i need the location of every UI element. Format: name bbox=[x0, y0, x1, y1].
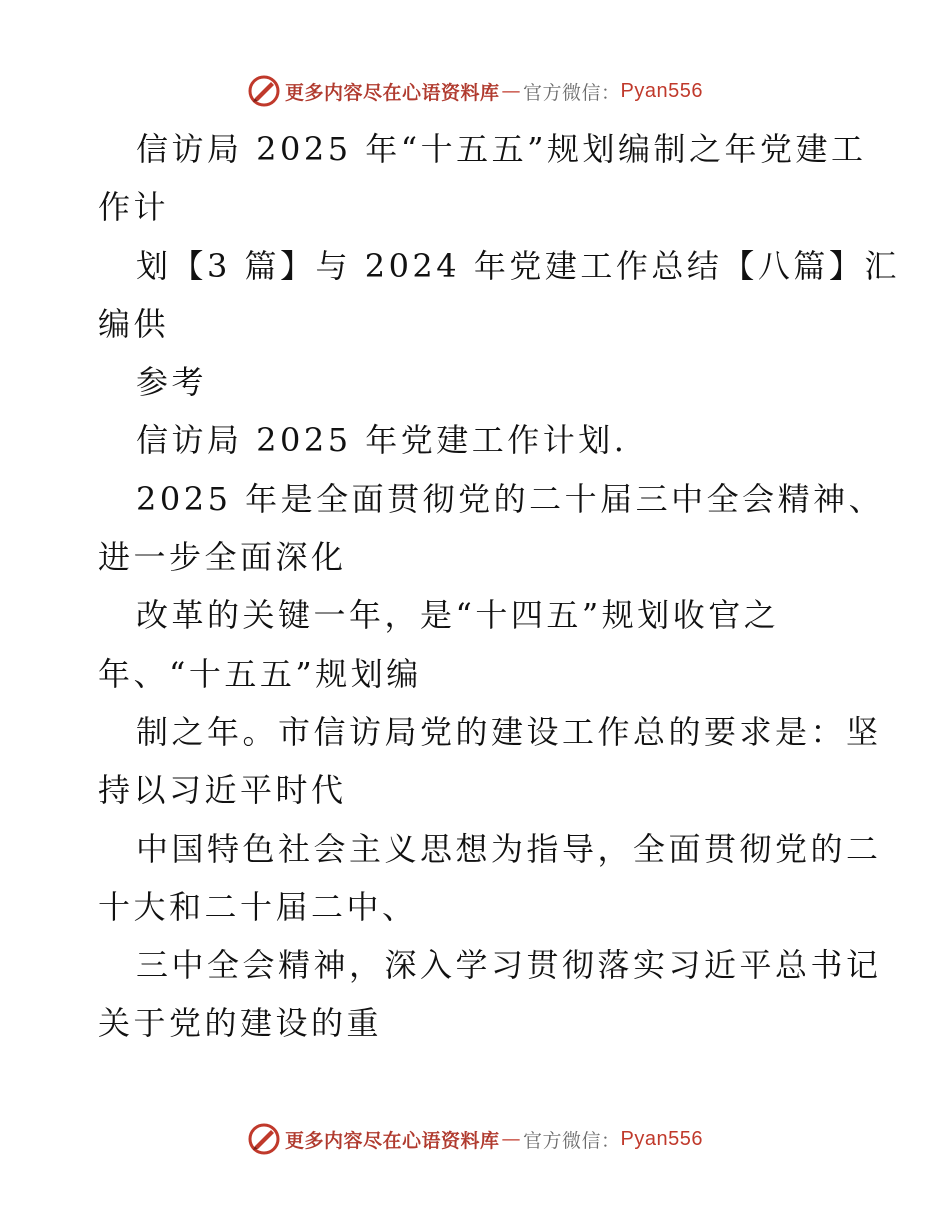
watermark-dash: — bbox=[501, 80, 522, 102]
document-body bbox=[98, 120, 900, 1053]
watermark-wechat-id: Pyan556 bbox=[620, 1127, 703, 1150]
text-line: 持以习近平时代 bbox=[98, 771, 347, 810]
text-line: 进一步全面深化 bbox=[98, 538, 347, 577]
watermark-wechat-label: 官方微信： bbox=[523, 81, 621, 104]
text-line: 信访局 2025 年党建工作计划. bbox=[136, 421, 628, 460]
pen-logo-icon bbox=[247, 1122, 281, 1156]
text-line: 作计 bbox=[98, 188, 170, 227]
watermark-brand: 更多内容尽在心语资料库 bbox=[285, 81, 500, 104]
text-line: 信访局 2025 年“十五五”规划编制之年党建工 bbox=[136, 130, 867, 168]
text-line: 编供 bbox=[98, 304, 170, 343]
text-line: 三中全会精神，深入学习贯彻落实习近平总书记 bbox=[136, 946, 882, 985]
watermark-dash: — bbox=[501, 1128, 522, 1150]
footer-watermark bbox=[0, 1122, 950, 1156]
text-line: 十大和二十届二中、 bbox=[98, 887, 418, 926]
text-line: 划【3 篇】与 2024 年党建工作总结【八篇】汇 bbox=[136, 246, 900, 285]
text-line: 制之年。市信访局党的建设工作总的要求是：坚 bbox=[136, 712, 882, 751]
header-watermark bbox=[0, 74, 950, 108]
text-line: 2025 年是全面贯彻党的二十届三中全会精神、 bbox=[136, 479, 885, 518]
watermark-wechat-id: Pyan556 bbox=[620, 79, 703, 102]
watermark-wechat-label: 官方微信： bbox=[523, 1129, 621, 1152]
watermark-brand: 更多内容尽在心语资料库 bbox=[285, 1129, 500, 1152]
text-line: 改革的关键一年，是“十四五”规划收官之 bbox=[136, 596, 780, 635]
pen-logo-icon bbox=[247, 74, 281, 108]
text-line: 关于党的建设的重 bbox=[98, 1004, 383, 1043]
text-line: 年、“十五五”规划编 bbox=[98, 654, 422, 693]
text-line: 参考 bbox=[136, 363, 208, 402]
text-line: 中国特色社会主义思想为指导，全面贯彻党的二 bbox=[136, 829, 882, 868]
